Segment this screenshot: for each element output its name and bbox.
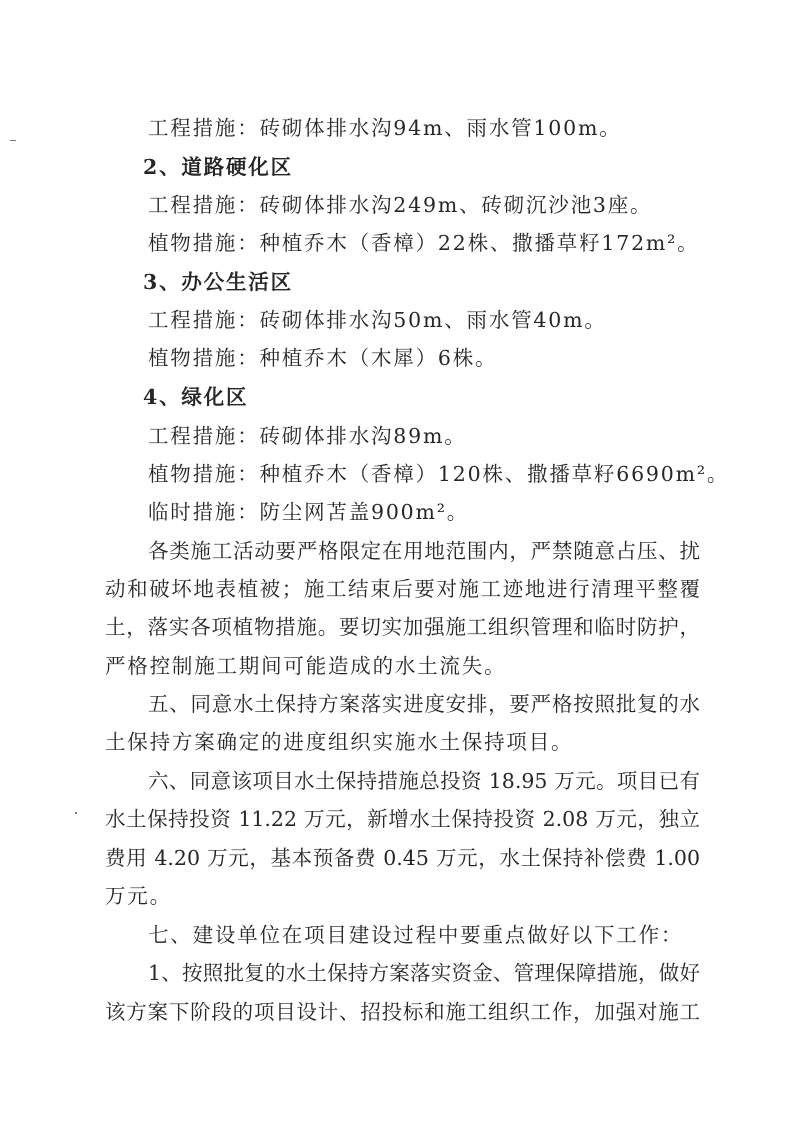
paragraph-line: 土保持方案确定的进度组织实施水土保持项目。 [105, 730, 574, 754]
section-heading: 4、绿化区 [143, 385, 249, 409]
paragraph-line: 土，落实各项植物措施。要切实加强施工组织管理和临时防护， [105, 615, 700, 639]
paragraph-line: 水土保持投资 11.22 万元，新增水土保持投资 2.08 万元，独立 [105, 807, 700, 831]
measure-line: 工程措施：砖砌体排水沟50m、雨水管40m。 [148, 308, 607, 332]
paragraph-line: 该方案下阶段的项目设计、招投标和施工组织工作，加强对施工 [105, 1000, 700, 1024]
paragraph-line: 1、按照批复的水土保持方案落实资金、管理保障措施，做好 [148, 961, 700, 985]
paragraph-line: 五、同意水土保持方案落实进度安排，要严格按照批复的水 [148, 692, 700, 716]
paragraph-line: 严格控制施工期间可能造成的水土流失。 [105, 654, 507, 678]
paragraph-line: 六、同意该项目水土保持措施总投资 18.95 万元。项目已有 [148, 769, 700, 793]
paragraph-line: 动和破坏地表植被；施工结束后要对施工迹地进行清理平整覆 [105, 577, 700, 601]
section-heading: 2、道路硬化区 [143, 155, 293, 179]
paragraph-line: 七、建设单位在项目建设过程中要重点做好以下工作： [148, 923, 684, 947]
measure-line: 植物措施：种植乔木（香樟）120株、撒播草籽6690m²。 [148, 462, 730, 486]
measure-line: 植物措施：种植乔木（木犀）6株。 [148, 346, 498, 370]
measure-line: 植物措施：种植乔木（香樟）22株、撒播草籽172m²。 [148, 231, 700, 255]
measure-line: 工程措施：砖砌体排水沟89m。 [148, 424, 467, 448]
scan-mark [10, 140, 16, 141]
measure-line: 工程措施：砖砌体排水沟249m、砖砌沉沙池3座。 [148, 193, 653, 217]
paragraph-line: 费用 4.20 万元，基本预备费 0.45 万元，水土保持补偿费 1.00 [105, 846, 700, 870]
measure-line: 临时措施：防尘网苫盖900m²。 [148, 500, 470, 524]
paragraph-line: 万元。 [105, 884, 172, 908]
section-heading: 3、办公生活区 [143, 270, 293, 294]
scan-dot [75, 812, 77, 814]
paragraph-line: 各类施工活动要严格限定在用地范围内，严禁随意占压、扰 [148, 539, 700, 563]
measure-line: 工程措施：砖砌体排水沟94m、雨水管100m。 [148, 116, 622, 140]
